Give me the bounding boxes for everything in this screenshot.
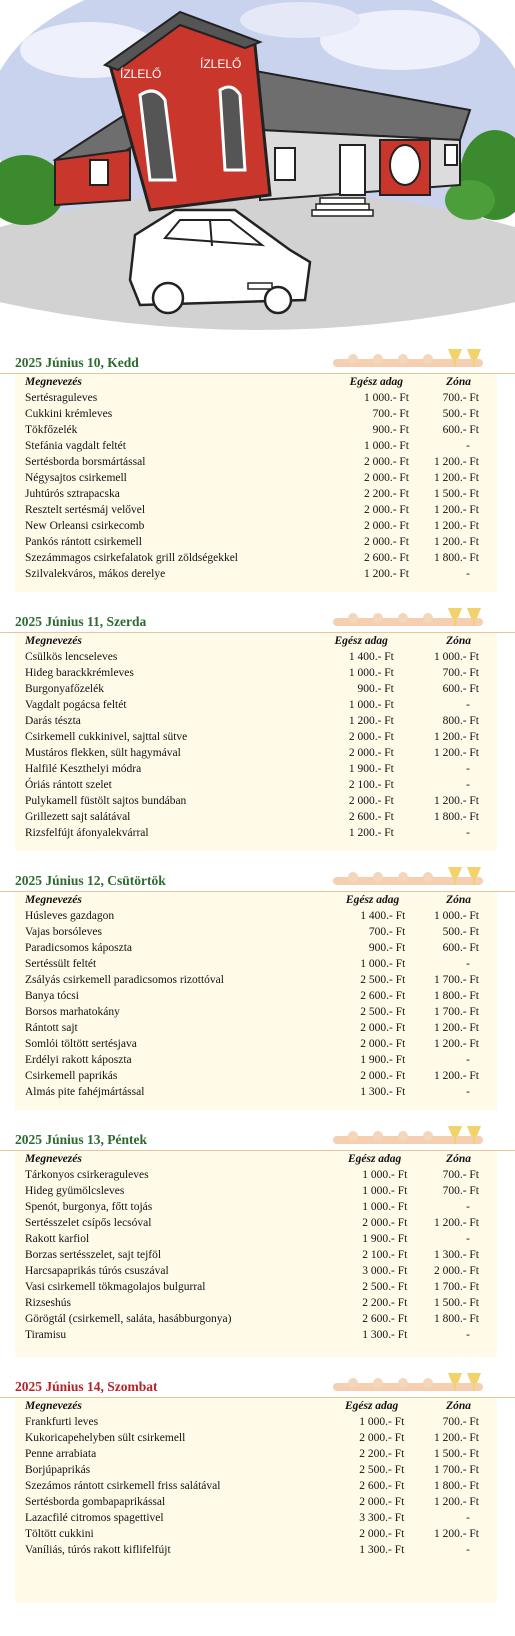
full-price: 2 000.- Ft — [359, 1528, 405, 1540]
dish-name: Penne arrabiata — [25, 1448, 97, 1460]
zone-price — [409, 566, 497, 582]
menu-row — [15, 956, 497, 972]
full-price: 2 100.- Ft — [348, 779, 394, 791]
menu-row — [15, 1414, 497, 1430]
menu-row — [15, 924, 497, 940]
col-header-zone: Zóna — [446, 635, 471, 647]
zone-price: 600.- Ft — [442, 683, 479, 695]
menu-row — [15, 649, 497, 665]
menu-row — [15, 1279, 497, 1295]
zone-price — [394, 697, 497, 713]
menu-row — [15, 793, 497, 809]
zone-price-none: - — [466, 1233, 470, 1245]
menu-row — [15, 1084, 497, 1100]
zone-price: 1 200.- Ft — [433, 1070, 479, 1082]
zone-price-none: - — [466, 699, 470, 711]
dish-name: Rizseshús — [25, 1297, 71, 1309]
menu-row — [15, 908, 497, 924]
zone-price: 1 500.- Ft — [433, 1297, 479, 1309]
menu-row — [15, 972, 497, 988]
zone-price — [394, 825, 497, 841]
col-header-zone: Zóna — [446, 376, 471, 388]
zone-price: 1 000.- Ft — [433, 910, 479, 922]
cups-decoration-icon — [333, 1124, 493, 1150]
dish-name: Borjúpaprikás — [25, 1464, 91, 1476]
zone-price: 1 200.- Ft — [433, 1022, 479, 1034]
full-price: 1 900.- Ft — [360, 1054, 406, 1066]
menu-row — [15, 1430, 497, 1446]
dish-name: Lazacfilé citromos spagettivel — [25, 1512, 164, 1524]
zone-price: 1 200.- Ft — [433, 536, 479, 548]
menu-row — [15, 809, 497, 825]
zone-price: 1 200.- Ft — [433, 731, 479, 743]
dish-name: Csirkemell cukkinivel, sajttal sütve — [25, 731, 188, 743]
zone-price-none: - — [466, 568, 470, 580]
zone-price — [407, 1199, 497, 1215]
full-price: 900.- Ft — [357, 683, 394, 695]
full-price: 1 000.- Ft — [362, 1169, 408, 1181]
menu-row — [15, 697, 497, 713]
menu-row — [15, 761, 497, 777]
zone-price-none: - — [466, 1544, 470, 1556]
full-price: 1 000.- Ft — [362, 1185, 408, 1197]
menu-row — [15, 713, 497, 729]
full-price: 1 000.- Ft — [362, 1201, 408, 1213]
menu-row — [15, 470, 497, 486]
menu-row — [15, 550, 497, 566]
full-price: 2 000.- Ft — [362, 1217, 408, 1229]
zone-price: 1 200.- Ft — [433, 1432, 479, 1444]
dish-name: Vasi csirkemell tökmagolajos bulgurral — [25, 1281, 206, 1293]
full-price: 3 000.- Ft — [362, 1265, 408, 1277]
menu-row — [15, 729, 497, 745]
zone-price: 700.- Ft — [442, 667, 479, 679]
dish-name: Sertésraguleves — [25, 392, 98, 404]
full-price: 1 000.- Ft — [348, 699, 394, 711]
full-price: 2 000.- Ft — [359, 1432, 405, 1444]
full-price: 1 000.- Ft — [359, 1416, 405, 1428]
full-price: 2 000.- Ft — [363, 520, 409, 532]
zone-price: 600.- Ft — [442, 942, 479, 954]
menu-row — [15, 665, 497, 681]
menu-row — [15, 1231, 497, 1247]
dish-name: Kukoricapehelyben sült csirkemell — [25, 1432, 186, 1444]
dish-name: Sertésborda borsmártással — [25, 456, 146, 468]
dish-name: Resztelt sertésmáj velővel — [25, 504, 146, 516]
zone-price-none: - — [466, 763, 470, 775]
col-header-full: Egész adag — [345, 894, 400, 906]
dish-name: Borsos marhatokány — [25, 1006, 120, 1018]
zone-price — [394, 761, 497, 777]
zone-price: 600.- Ft — [442, 424, 479, 436]
zone-price — [409, 438, 497, 454]
full-price: 1 300.- Ft — [362, 1329, 408, 1341]
dish-name: Szilvalekváros, mákos derelye — [25, 568, 166, 580]
menu-row — [15, 1263, 497, 1279]
menu-row — [15, 988, 497, 1004]
full-price: 3 300.- Ft — [359, 1512, 405, 1524]
dish-name: Grillezett sajt salátával — [25, 811, 131, 823]
menu-rows — [15, 1167, 497, 1343]
menu-table — [15, 1151, 497, 1343]
col-header-zone: Zóna — [446, 1153, 471, 1165]
menu-table — [15, 374, 497, 582]
col-header-zone: Zóna — [446, 894, 471, 906]
menu-row — [15, 1052, 497, 1068]
full-price: 2 600.- Ft — [348, 811, 394, 823]
menu-rows — [15, 1414, 497, 1558]
dish-name: Stefánia vagdalt feltét — [25, 440, 126, 452]
zone-price: 1 800.- Ft — [433, 1480, 479, 1492]
zone-price-none: - — [466, 1329, 470, 1341]
full-price: 2 500.- Ft — [362, 1281, 408, 1293]
full-price: 1 000.- Ft — [360, 958, 406, 970]
full-price: 1 400.- Ft — [360, 910, 406, 922]
zone-price — [407, 1231, 497, 1247]
zone-price: 1 000.- Ft — [433, 651, 479, 663]
day-section — [0, 865, 515, 1098]
zone-price: 1 700.- Ft — [433, 974, 479, 986]
menu-row — [15, 1327, 497, 1343]
menu-row — [15, 438, 497, 454]
full-price: 1 900.- Ft — [348, 763, 394, 775]
menu-row — [15, 1510, 497, 1526]
full-price: 2 200.- Ft — [359, 1448, 405, 1460]
restaurant-illustration — [0, 0, 515, 335]
menu-row — [15, 1446, 497, 1462]
dish-name: Halfilé Keszthelyi módra — [25, 763, 142, 775]
full-price: 700.- Ft — [368, 926, 406, 938]
full-price: 2 100.- Ft — [362, 1249, 408, 1261]
zone-price-none: - — [466, 1054, 470, 1066]
full-price: 1 300.- Ft — [360, 1086, 406, 1098]
menu-rows — [15, 908, 497, 1100]
full-price: 2 000.- Ft — [360, 1022, 406, 1034]
full-price: 2 000.- Ft — [360, 1070, 406, 1082]
menu-row — [15, 1462, 497, 1478]
zone-price — [405, 1052, 497, 1068]
day-title: 2025 Június 14, Szombat — [15, 1379, 158, 1394]
menu-row — [15, 406, 497, 422]
full-price: 2 000.- Ft — [363, 472, 409, 484]
full-price: 2 000.- Ft — [363, 536, 409, 548]
dish-name: Mustáros flekken, sült hagymával — [25, 747, 181, 759]
day-section — [0, 347, 515, 580]
zone-price: 800.- Ft — [442, 715, 479, 727]
full-price: 2 500.- Ft — [360, 974, 406, 986]
dish-name: Húsleves gazdagon — [25, 910, 115, 922]
menu-row — [15, 1004, 497, 1020]
menu-row — [15, 1183, 497, 1199]
col-header-full: Egész adag — [334, 635, 388, 647]
zone-price: 1 700.- Ft — [433, 1464, 479, 1476]
dish-name: Vajas borsóleves — [25, 926, 102, 938]
menu-row — [15, 777, 497, 793]
full-price: 1 400.- Ft — [348, 651, 394, 663]
dish-name: Sertéssült feltét — [25, 958, 97, 970]
cups-decoration-icon — [333, 1371, 493, 1397]
full-price: 2 200.- Ft — [363, 488, 409, 500]
zone-price: 700.- Ft — [442, 1169, 479, 1181]
zone-price — [405, 1084, 497, 1100]
zone-price — [404, 1542, 497, 1558]
menu-row — [15, 1215, 497, 1231]
dish-name: Vagdalt pogácsa feltét — [25, 699, 127, 711]
col-header-full: Egész adag — [344, 1400, 399, 1412]
col-header-full: Egész adag — [349, 376, 403, 388]
dish-name: Burgonyafőzelék — [25, 683, 104, 695]
menu-row — [15, 454, 497, 470]
day-title: 2025 Június 12, Csütörtök — [15, 873, 166, 888]
menu-table — [15, 1398, 497, 1558]
full-price: 2 000.- Ft — [359, 1496, 405, 1508]
day-section — [0, 606, 515, 839]
menu-row — [15, 1020, 497, 1036]
menu-row — [15, 1167, 497, 1183]
zone-price: 500.- Ft — [442, 926, 479, 938]
dish-name: Görögtál (csirkemell, saláta, hasábburgonya) — [25, 1313, 232, 1325]
full-price: 2 000.- Ft — [363, 456, 409, 468]
zone-price: 1 200.- Ft — [433, 747, 479, 759]
menu-row — [15, 534, 497, 550]
zone-price: 1 300.- Ft — [433, 1249, 479, 1261]
menu-row — [15, 422, 497, 438]
day-title: 2025 Június 10, Kedd — [15, 355, 139, 370]
dish-name: Somlói töltött sertésjava — [25, 1038, 137, 1050]
menu-row — [15, 940, 497, 956]
menu-row — [15, 518, 497, 534]
zone-price: 700.- Ft — [442, 392, 479, 404]
col-header-name: Megnevezés — [25, 1400, 82, 1412]
dish-name: Zsályás csirkemell paradicsomos rizottóval — [25, 974, 224, 986]
full-price: 1 900.- Ft — [362, 1233, 408, 1245]
full-price: 1 000.- Ft — [348, 667, 394, 679]
zone-price: 1 200.- Ft — [433, 795, 479, 807]
dish-name: Csülkös lencseleves — [25, 651, 118, 663]
dish-name: Hideg barackkrémleves — [25, 667, 134, 679]
dish-name: Almás pite fahéjmártással — [25, 1086, 145, 1098]
dish-name: Sertésborda gombapaprikással — [25, 1496, 166, 1508]
menu-row — [15, 745, 497, 761]
full-price: 1 300.- Ft — [359, 1544, 405, 1556]
zone-price: 1 200.- Ft — [433, 1217, 479, 1229]
zone-price: 1 200.- Ft — [433, 1528, 479, 1540]
dish-name: Sertésszelet csípős lecsóval — [25, 1217, 152, 1229]
zone-price: 500.- Ft — [442, 408, 479, 420]
zone-price: 1 700.- Ft — [433, 1006, 479, 1018]
dish-name: Négysajtos csirkemell — [25, 472, 127, 484]
dish-name: New Orleansi csirkecomb — [25, 520, 145, 532]
menu-row — [15, 1494, 497, 1510]
dish-name: Rizsfelfújt áfonyalekvárral — [25, 827, 149, 839]
full-price: 1 200.- Ft — [348, 827, 394, 839]
col-header-name: Megnevezés — [25, 894, 82, 906]
full-price: 2 000.- Ft — [363, 504, 409, 516]
col-header-full: Egész adag — [347, 1153, 402, 1165]
zone-price: 1 500.- Ft — [433, 488, 479, 500]
day-title: 2025 Június 13, Péntek — [15, 1132, 148, 1147]
menu-rows — [15, 649, 497, 841]
zone-price: 1 200.- Ft — [433, 1496, 479, 1508]
menu-rows — [15, 390, 497, 582]
zone-price — [405, 956, 497, 972]
dish-name: Szezámmagos csirkefalatok grill zöldségekkel — [25, 552, 238, 564]
zone-price: 1 800.- Ft — [433, 811, 479, 823]
menu-row — [15, 1311, 497, 1327]
dish-name: Csirkemell paprikás — [25, 1070, 118, 1082]
day-section — [0, 1371, 515, 1556]
full-price: 2 600.- Ft — [360, 990, 406, 1002]
dish-name: Pulykamell füstölt sajtos bundában — [25, 795, 187, 807]
full-price: 2 600.- Ft — [363, 552, 409, 564]
full-price: 900.- Ft — [368, 942, 406, 954]
dish-name: Paradicsomos káposzta — [25, 942, 132, 954]
zone-price-none: - — [466, 779, 470, 791]
zone-price — [407, 1327, 497, 1343]
zone-price-none: - — [466, 440, 470, 452]
col-header-name: Megnevezés — [25, 1153, 82, 1165]
menu-row — [15, 1542, 497, 1558]
menu-row — [15, 1036, 497, 1052]
dish-name: Tiramisu — [25, 1329, 67, 1341]
cups-decoration-icon — [333, 865, 493, 891]
full-price: 2 600.- Ft — [362, 1313, 408, 1325]
full-price: 1 200.- Ft — [348, 715, 394, 727]
dish-name: Rakott karfiol — [25, 1233, 90, 1245]
day-section — [0, 1124, 515, 1341]
zone-price: 2 000.- Ft — [433, 1265, 479, 1277]
zone-price: 1 200.- Ft — [433, 1038, 479, 1050]
cups-decoration-icon — [333, 606, 493, 632]
zone-price-none: - — [466, 1201, 470, 1213]
cups-decoration-icon — [333, 347, 493, 373]
full-price: 2 500.- Ft — [359, 1464, 405, 1476]
sign-text-right: ÍZLELŐ — [200, 57, 242, 71]
dish-name: Spenót, burgonya, főtt tojás — [25, 1201, 153, 1213]
zone-price-none: - — [466, 827, 470, 839]
menu-row — [15, 681, 497, 697]
zone-price: 1 800.- Ft — [433, 1313, 479, 1325]
full-price: 700.- Ft — [372, 408, 409, 420]
dish-name: Cukkini krémleves — [25, 408, 113, 420]
dish-name: Darás tészta — [25, 715, 81, 727]
dish-name: Hideg gyümölcsleves — [25, 1185, 125, 1197]
dish-name: Banya tócsi — [25, 990, 79, 1002]
full-price: 2 600.- Ft — [359, 1480, 405, 1492]
zone-price: 1 200.- Ft — [433, 456, 479, 468]
zone-price: 1 200.- Ft — [433, 504, 479, 516]
full-price: 2 500.- Ft — [360, 1006, 406, 1018]
menu-row — [15, 566, 497, 582]
zone-price: 1 200.- Ft — [433, 472, 479, 484]
zone-price-none: - — [466, 1086, 470, 1098]
full-price: 2 200.- Ft — [362, 1297, 408, 1309]
zone-price: 700.- Ft — [442, 1416, 479, 1428]
col-header-name: Megnevezés — [25, 635, 82, 647]
zone-price — [394, 777, 497, 793]
dish-name: Harcsapaprikás túrós csuszával — [25, 1265, 169, 1277]
full-price: 2 000.- Ft — [348, 795, 394, 807]
menu-row — [15, 1199, 497, 1215]
zone-price: 1 200.- Ft — [433, 520, 479, 532]
dish-name: Frankfurti leves — [25, 1416, 99, 1428]
zone-price: 700.- Ft — [442, 1185, 479, 1197]
col-header-name: Megnevezés — [25, 376, 82, 388]
dish-name: Szezámos rántott csirkemell friss salátával — [25, 1480, 221, 1492]
full-price: 900.- Ft — [372, 424, 409, 436]
col-header-zone: Zóna — [446, 1400, 471, 1412]
zone-price-none: - — [466, 958, 470, 970]
zone-price — [404, 1510, 497, 1526]
full-price: 1 000.- Ft — [363, 392, 409, 404]
menu-row — [15, 502, 497, 518]
full-price: 1 200.- Ft — [363, 568, 409, 580]
zone-price-none: - — [466, 1512, 470, 1524]
dish-name: Tökfőzelék — [25, 424, 78, 436]
dish-name: Pankós rántott csirkemell — [25, 536, 142, 548]
menu-row — [15, 390, 497, 406]
menu-table — [15, 633, 497, 841]
full-price: 1 000.- Ft — [363, 440, 409, 452]
menu-row — [15, 1295, 497, 1311]
full-price: 2 000.- Ft — [348, 731, 394, 743]
dish-name: Rántott sajt — [25, 1022, 78, 1034]
menu-row — [15, 486, 497, 502]
zone-price: 1 500.- Ft — [433, 1448, 479, 1460]
dish-name: Borzas sertésszelet, sajt tejföl — [25, 1249, 162, 1261]
zone-price: 1 800.- Ft — [433, 990, 479, 1002]
menu-row — [15, 1526, 497, 1542]
menu-row — [15, 1478, 497, 1494]
dish-name: Erdélyi rakott káposzta — [25, 1054, 132, 1066]
dish-name: Óriás rántott szelet — [25, 779, 112, 791]
menu-table — [15, 892, 497, 1100]
menu-row — [15, 1068, 497, 1084]
dish-name: Vaníliás, túrós rakott kiflifelfújt — [25, 1544, 171, 1556]
menu-row — [15, 825, 497, 841]
zone-price: 1 800.- Ft — [433, 552, 479, 564]
sign-text-left: ÍZLELŐ — [120, 67, 162, 81]
full-price: 2 000.- Ft — [360, 1038, 406, 1050]
dish-name: Juhtúrós sztrapacska — [25, 488, 120, 500]
dish-name: Tárkonyos csirkeraguleves — [25, 1169, 149, 1181]
dish-name: Töltött cukkini — [25, 1528, 94, 1540]
zone-price: 1 700.- Ft — [433, 1281, 479, 1293]
full-price: 2 000.- Ft — [348, 747, 394, 759]
day-title: 2025 Június 11, Szerda — [15, 614, 147, 629]
menu-row — [15, 1247, 497, 1263]
